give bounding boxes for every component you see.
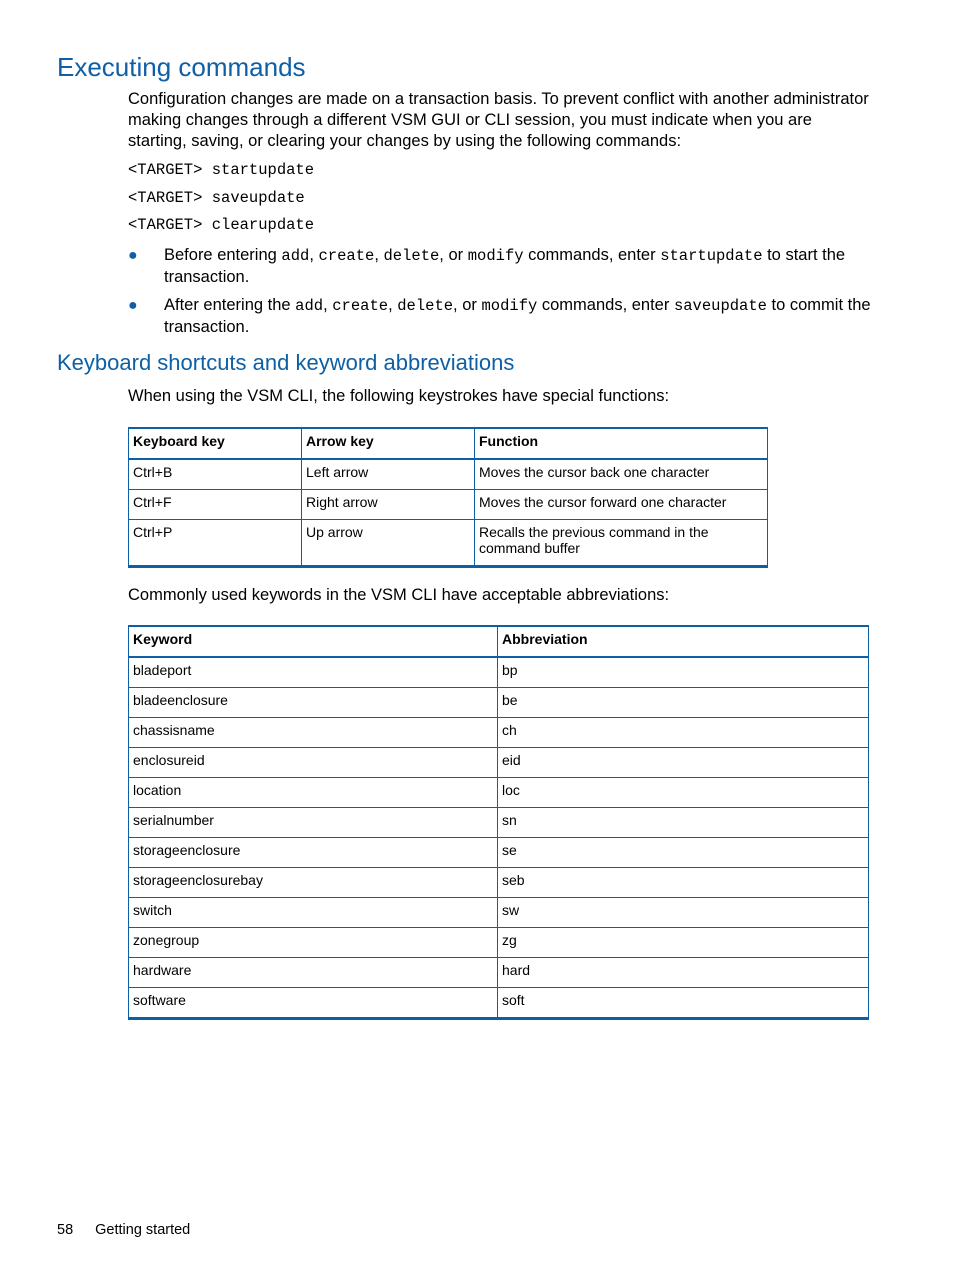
table-cell: Ctrl+F [129,490,302,520]
table-row [129,657,869,688]
table-cell: soft [498,988,869,1019]
table-cell: Recalls the previous command in the command buffer [475,520,768,567]
table-row [129,778,869,808]
table-cell: bladeenclosure [129,688,498,718]
bullet-icon: ● [128,297,138,314]
table-cell: Right arrow [302,490,475,520]
command-startupdate: <TARGET> startupdate [128,161,315,179]
keyword-abbreviations-table [128,625,869,1020]
table-cell: Ctrl+B [129,459,302,490]
table-cell: location [129,778,498,808]
table-cell: chassisname [129,718,498,748]
table-cell: Moves the cursor forward one character [475,490,768,520]
table-cell: storageenclosure [129,838,498,868]
table-row [129,838,869,868]
table-cell: loc [498,778,869,808]
table-row [129,808,869,838]
table-cell: eid [498,748,869,778]
column-header: Abbreviation [498,626,869,657]
section-title-keyboard-shortcuts: Keyboard shortcuts and keyword abbreviations [57,350,515,375]
table-cell: se [498,838,869,868]
page-footer [57,1222,190,1238]
table-row [129,459,768,490]
table-row [129,520,768,567]
table-row [129,490,768,520]
table-row [129,688,869,718]
page-number: 58 [57,1222,74,1238]
command-saveupdate: <TARGET> saveupdate [128,189,305,207]
table-row [129,898,869,928]
column-header: Keyboard key [129,428,302,459]
column-header: Function [475,428,768,459]
column-header: Keyword [129,626,498,657]
table-cell: Ctrl+P [129,520,302,567]
table-cell: storageenclosurebay [129,868,498,898]
table-cell: software [129,988,498,1019]
table-cell: sw [498,898,869,928]
table-cell: serialnumber [129,808,498,838]
table-row [129,928,869,958]
table-cell: enclosureid [129,748,498,778]
table-cell: sn [498,808,869,838]
table-header-row [129,626,869,657]
section-title-executing-commands: Executing commands [57,52,306,82]
table-cell: switch [129,898,498,928]
bullet-startupdate [128,245,873,288]
table-row [129,748,869,778]
table-row [129,958,869,988]
table-cell: hard [498,958,869,988]
intro-paragraph: Configuration changes are made on a transaction basis. To prevent conflict with another administrator making changes through a different VSM GUI or CLI session, you must indicate when you are starting, saving, or clearing your changes by using the following commands: [128,90,869,150]
table-cell: hardware [129,958,498,988]
table-cell: bp [498,657,869,688]
table-cell: Left arrow [302,459,475,490]
table-row [129,868,869,898]
table-cell: be [498,688,869,718]
table-cell: zonegroup [129,928,498,958]
table-cell: bladeport [129,657,498,688]
table-cell: Up arrow [302,520,475,567]
bullet-saveupdate [128,295,873,338]
bullet-text: After entering the add, create, delete, or modify commands, enter saveupdate to commit the transaction. [164,296,871,336]
bullet-icon: ● [128,247,138,264]
table-cell: Moves the cursor back one character [475,459,768,490]
column-header: Arrow key [302,428,475,459]
keystrokes-intro: When using the VSM CLI, the following keystrokes have special functions: [128,387,670,405]
table-cell: seb [498,868,869,898]
table-header-row [129,428,768,459]
table-row [129,718,869,748]
footer-section-name: Getting started [95,1222,191,1238]
table-cell: zg [498,928,869,958]
command-clearupdate: <TARGET> clearupdate [128,216,315,234]
abbreviations-intro: Commonly used keywords in the VSM CLI have acceptable abbreviations: [128,586,670,604]
table-cell: ch [498,718,869,748]
bullet-text: Before entering add, create, delete, or modify commands, enter startupdate to start the transaction. [164,246,846,286]
table-row [129,988,869,1019]
keyboard-shortcuts-table [128,427,768,568]
